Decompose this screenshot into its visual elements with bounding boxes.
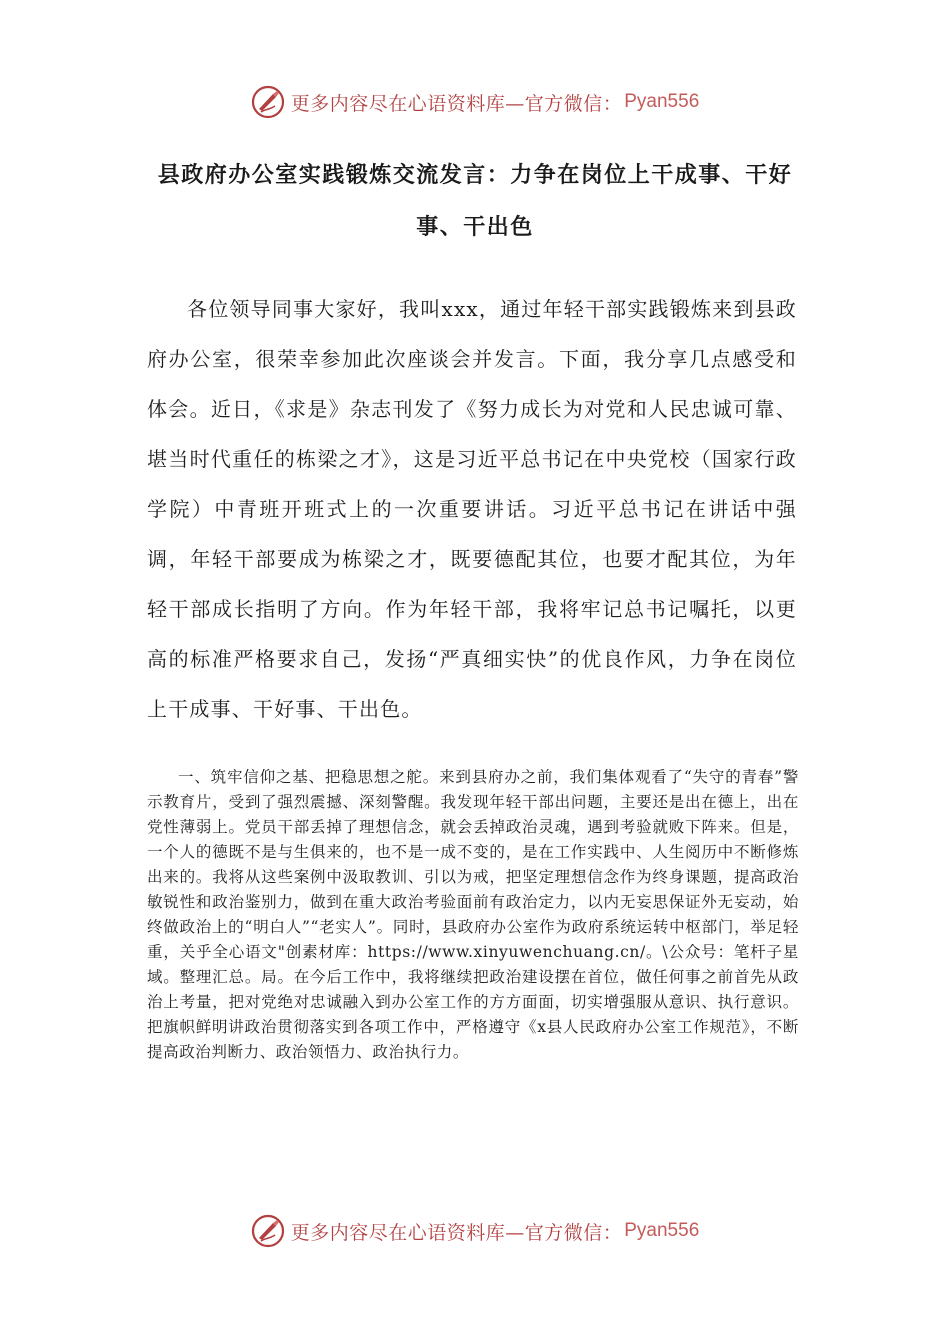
banner-wechat-id: Pyan556 (624, 1220, 700, 1241)
intro-paragraph: 各位领导同事大家好，我叫xxx，通过年轻干部实践锻炼来到县政府办公室，很荣幸参加此次座谈会并发言。下面，我分享几点感受和体会。近日，《求是》杂志刊发了《努力成长为对党和人民忠诚可靠、堪当时代重任的栋梁之才》，这是习近平总书记在中央党校（国家行政学院）中青班开班式上的一次重要讲话。习近平总书记在讲话中强调，年轻干部要成为栋梁之才，既要德配其位，也要才配其位，为年轻干部成长指明了方向。作为年轻干部，我将牢记总书记嘱托，以更高的标准严格要求自己，发扬“严真细实快”的优良作风，力争在岗位上干成事、干好事、干出色。 (147, 297, 797, 721)
banner-text: 更多内容尽在心语资料库—官方微信： (290, 1221, 623, 1244)
banner-wechat-id: Pyan556 (624, 91, 700, 112)
header-banner (0, 82, 950, 122)
section-1-paragraph: 一、筑牢信仰之基、把稳思想之舵。来到县府办之前，我们集体观看了“失守的青春”警示教育片，受到了强烈震撼、深刻警醒。我发现年轻干部出问题，主要还是出在德上，出在党性薄弱上。党员干部丢掉了理想信念，就会丢掉政治灵魂，遇到考验就败下阵来。但是，一个人的德既不是与生俱来的，也不是一成不变的，是在工作实践中、人生阅历中不断修炼出来的。我将从这些案例中汲取教训、引以为戒，把坚定理想信念作为终身课题，提高政治敏锐性和政治鉴别力，做到在重大政治考验面前有政治定力，以内无妄思保证外无妄动，始终做政治上的“明白人”“老实人”。同时，县政府办公室作为政府系统运转中枢部门，举足轻重，关乎全心语文"创素材库：https://www.xinyuwenchuang.cn/。\公众号：笔杆子星域。整理汇总。局。在今后工作中，我将继续把政治建设摆在首位，做任何事之前首先从政治上考量，把对党绝对忠诚融入到办公室工作的方方面面，切实增强服从意识、执行意识。把旗帜鲜明讲政治贯彻落实到各项工作中，严格遵守《x县人民政府办公室工作规范》，不断提高政治判断力、政治领悟力、政治执行力。 (147, 768, 799, 1061)
writing-hand-logo (251, 85, 285, 119)
document-title: 县政府办公室实践锻炼交流发言：力争在岗位上干成事、干好事、干出色 (157, 163, 793, 240)
footer-banner (0, 1211, 950, 1251)
banner-text: 更多内容尽在心语资料库—官方微信： (290, 92, 623, 115)
writing-hand-logo (251, 1214, 285, 1248)
